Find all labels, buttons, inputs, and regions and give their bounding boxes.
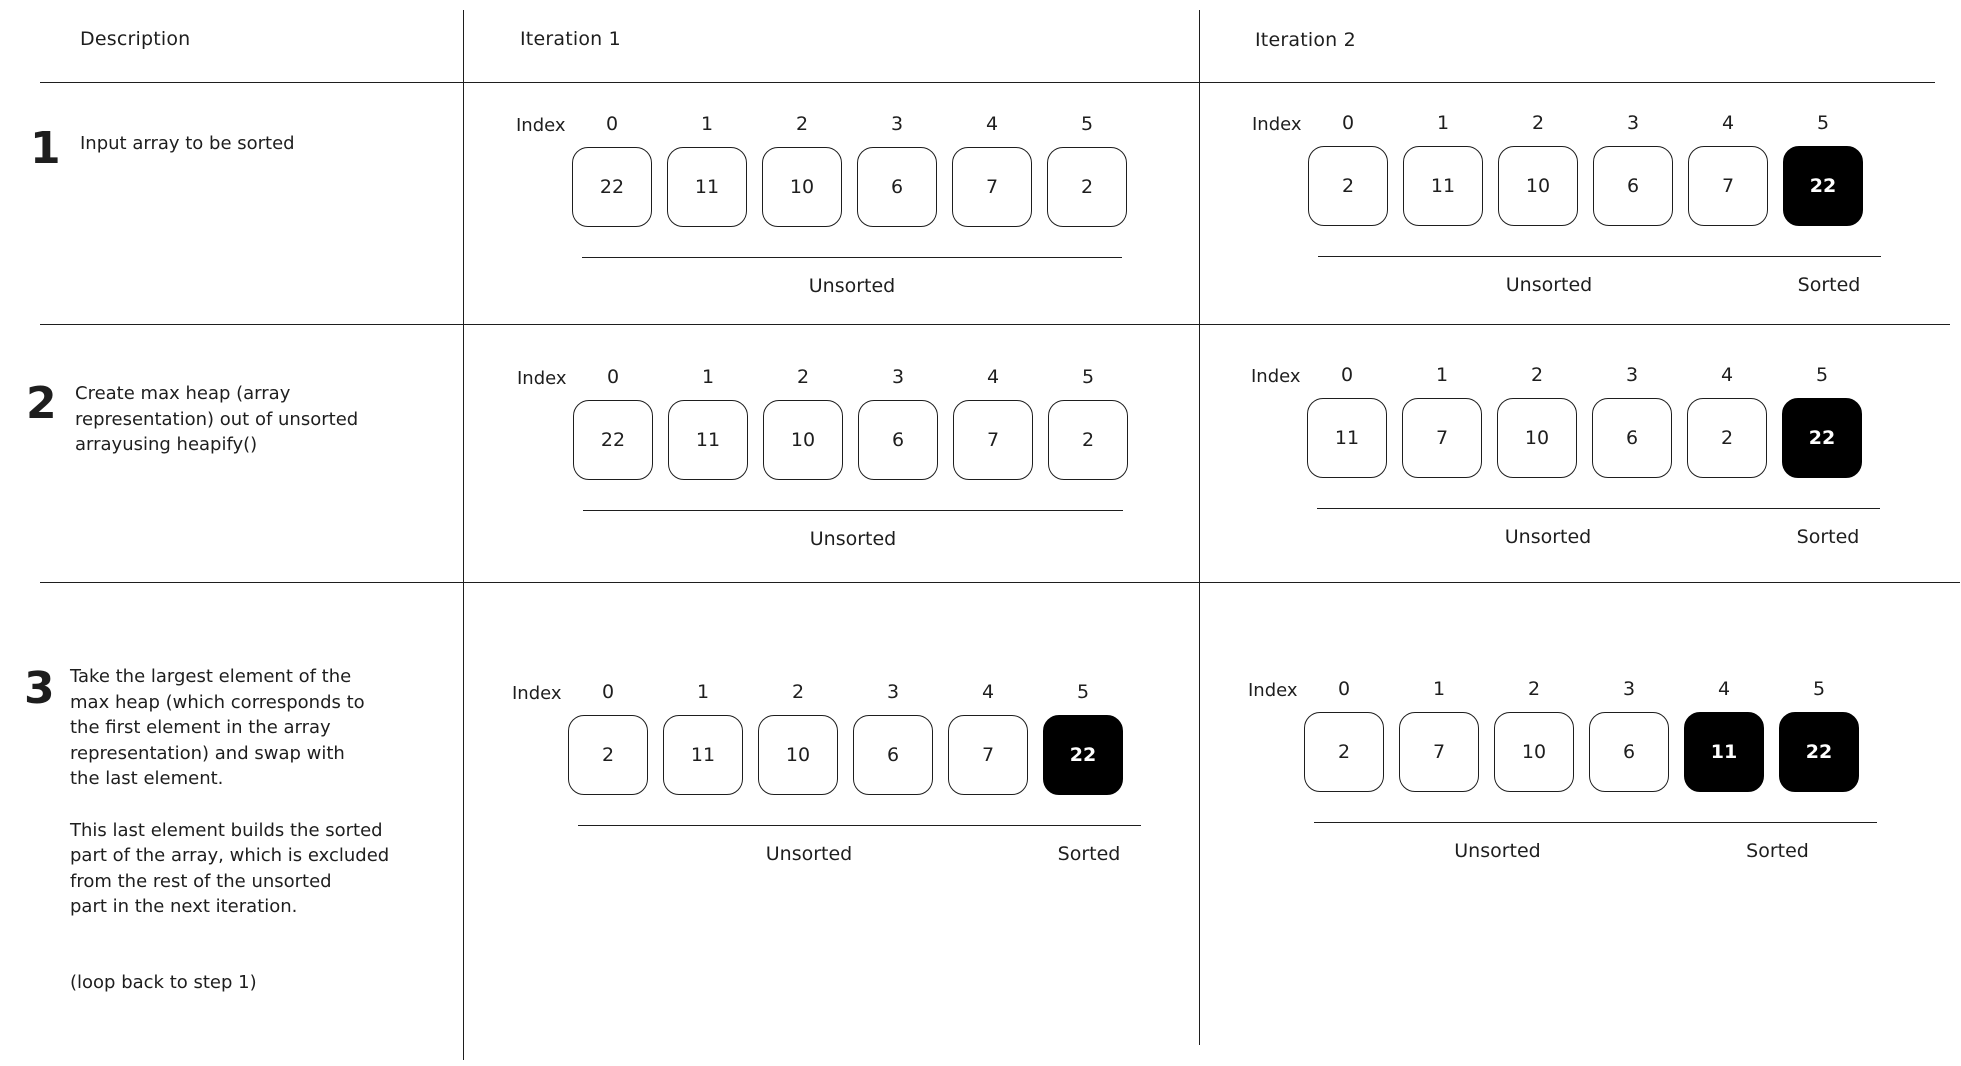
sorted-label: Sorted — [1746, 840, 1809, 862]
index-label: Index — [1252, 114, 1302, 135]
array-cell-3: 6 — [1592, 398, 1672, 478]
array-cell-2: 10 — [1494, 712, 1574, 792]
array-cell-1: 7 — [1402, 398, 1482, 478]
unsorted-label: Unsorted — [1504, 526, 1592, 548]
array-cell-2: 10 — [1497, 398, 1577, 478]
index-number-5: 5 — [1816, 112, 1830, 134]
index-number-1: 1 — [1435, 364, 1449, 386]
array-cell-4: 7 — [953, 400, 1033, 480]
step-number-3: 3 — [24, 663, 55, 714]
header-iteration-1: Iteration 1 — [520, 28, 621, 50]
array-cell-1: 11 — [1403, 146, 1483, 226]
array-step-3-iteration-2 — [1248, 680, 1948, 900]
index-number-3: 3 — [886, 681, 900, 703]
index-number-5: 5 — [1815, 364, 1829, 386]
index-number-1: 1 — [1432, 678, 1446, 700]
array-cell-0: 22 — [572, 147, 652, 227]
index-number-3: 3 — [1625, 364, 1639, 386]
step-number-1: 1 — [30, 123, 61, 174]
column-divider-description — [463, 10, 464, 1060]
index-number-1: 1 — [701, 366, 715, 388]
index-number-0: 0 — [1337, 678, 1351, 700]
sorted-label: Sorted — [1796, 526, 1860, 548]
array-cell-0: 2 — [568, 715, 648, 795]
step-3-description — [70, 664, 460, 995]
index-number-5: 5 — [1080, 113, 1094, 135]
array-cell-0: 2 — [1308, 146, 1388, 226]
sorted-label: Sorted — [1797, 274, 1861, 296]
sorted-cell-4: 11 — [1684, 712, 1764, 792]
unsorted-label: Unsorted — [808, 275, 896, 297]
array-cell-3: 6 — [1593, 146, 1673, 226]
sorted-label: Sorted — [1057, 843, 1121, 865]
index-number-4: 4 — [1720, 364, 1734, 386]
step-1-text: Input array to be sorted — [80, 133, 295, 154]
index-label: Index — [1251, 366, 1301, 387]
index-number-0: 0 — [1341, 112, 1355, 134]
index-number-4: 4 — [1721, 112, 1735, 134]
index-number-0: 0 — [601, 681, 615, 703]
index-label: Index — [512, 683, 562, 704]
step-2-text: Create max heap (array representation) out of unsorted arrayusing heapify() — [75, 383, 359, 455]
unsorted-bracket-line — [1314, 822, 1681, 823]
header-iteration-2: Iteration 2 — [1255, 29, 1356, 51]
index-number-3: 3 — [891, 366, 905, 388]
index-number-2: 2 — [795, 113, 809, 135]
unsorted-bracket-line — [583, 510, 1123, 511]
header-row-divider — [40, 82, 1935, 83]
array-cell-0: 11 — [1307, 398, 1387, 478]
index-number-4: 4 — [1717, 678, 1731, 700]
sorted-bracket-line — [1037, 825, 1141, 826]
step-3-text-sorted-part: This last element builds the sorted part of the array, which is excluded from the rest of the unsorted part in the next iteration. — [70, 819, 390, 917]
array-cell-4: 7 — [1688, 146, 1768, 226]
index-number-0: 0 — [606, 366, 620, 388]
index-number-4: 4 — [985, 113, 999, 135]
index-number-1: 1 — [696, 681, 710, 703]
array-cell-1: 11 — [668, 400, 748, 480]
index-label: Index — [517, 368, 567, 389]
array-step-1-iteration-1 — [516, 115, 1216, 335]
sorted-cell-5: 22 — [1779, 712, 1859, 792]
sorted-cell-5: 22 — [1782, 398, 1862, 478]
step-number-2: 2 — [26, 378, 57, 429]
array-step-1-iteration-2 — [1252, 114, 1952, 334]
index-number-0: 0 — [1340, 364, 1354, 386]
array-cell-3: 6 — [858, 400, 938, 480]
index-number-5: 5 — [1812, 678, 1826, 700]
index-number-3: 3 — [890, 113, 904, 135]
array-cell-2: 10 — [762, 147, 842, 227]
array-cell-3: 6 — [857, 147, 937, 227]
unsorted-bracket-line — [1318, 256, 1780, 257]
sorted-bracket-line — [1776, 508, 1880, 509]
sorted-cell-5: 22 — [1783, 146, 1863, 226]
array-cell-5: 2 — [1047, 147, 1127, 227]
unsorted-bracket-line — [582, 257, 1122, 258]
index-number-2: 2 — [791, 681, 805, 703]
array-step-3-iteration-1 — [512, 683, 1212, 903]
array-cell-2: 10 — [763, 400, 843, 480]
index-number-1: 1 — [1436, 112, 1450, 134]
index-number-4: 4 — [981, 681, 995, 703]
index-number-2: 2 — [1527, 678, 1541, 700]
array-cell-2: 10 — [758, 715, 838, 795]
array-step-2-iteration-2 — [1251, 366, 1951, 586]
array-cell-3: 6 — [853, 715, 933, 795]
unsorted-label: Unsorted — [809, 528, 897, 550]
array-cell-4: 7 — [952, 147, 1032, 227]
index-label: Index — [516, 115, 566, 136]
index-number-2: 2 — [1530, 364, 1544, 386]
index-number-2: 2 — [796, 366, 810, 388]
index-number-5: 5 — [1076, 681, 1090, 703]
sorted-bracket-line — [1777, 256, 1881, 257]
sorted-cell-5: 22 — [1043, 715, 1123, 795]
header-description: Description — [80, 28, 191, 50]
array-cell-1: 11 — [667, 147, 747, 227]
index-number-3: 3 — [1622, 678, 1636, 700]
step-3-text-swap: Take the largest element of the max heap (which corresponds to the first element in the array representation) and swap with the last element. — [70, 666, 365, 789]
array-cell-4: 2 — [1687, 398, 1767, 478]
index-label: Index — [1248, 680, 1298, 701]
array-step-2-iteration-1 — [517, 368, 1217, 588]
array-cell-1: 7 — [1399, 712, 1479, 792]
index-number-5: 5 — [1081, 366, 1095, 388]
array-cell-1: 11 — [663, 715, 743, 795]
index-number-4: 4 — [986, 366, 1000, 388]
index-number-0: 0 — [605, 113, 619, 135]
array-cell-3: 6 — [1589, 712, 1669, 792]
step-2-description — [75, 381, 455, 458]
array-cell-4: 7 — [948, 715, 1028, 795]
sorted-bracket-line — [1678, 822, 1877, 823]
unsorted-label: Unsorted — [1454, 840, 1541, 862]
array-cell-0: 22 — [573, 400, 653, 480]
index-number-2: 2 — [1531, 112, 1545, 134]
step-3-text-loop: (loop back to step 1) — [70, 971, 257, 993]
array-cell-0: 2 — [1304, 712, 1384, 792]
step-1-description — [80, 131, 440, 157]
array-cell-2: 10 — [1498, 146, 1578, 226]
unsorted-label: Unsorted — [1505, 274, 1593, 296]
index-number-1: 1 — [700, 113, 714, 135]
index-number-3: 3 — [1626, 112, 1640, 134]
unsorted-bracket-line — [578, 825, 1040, 826]
unsorted-label: Unsorted — [765, 843, 853, 865]
unsorted-bracket-line — [1317, 508, 1779, 509]
array-cell-5: 2 — [1048, 400, 1128, 480]
